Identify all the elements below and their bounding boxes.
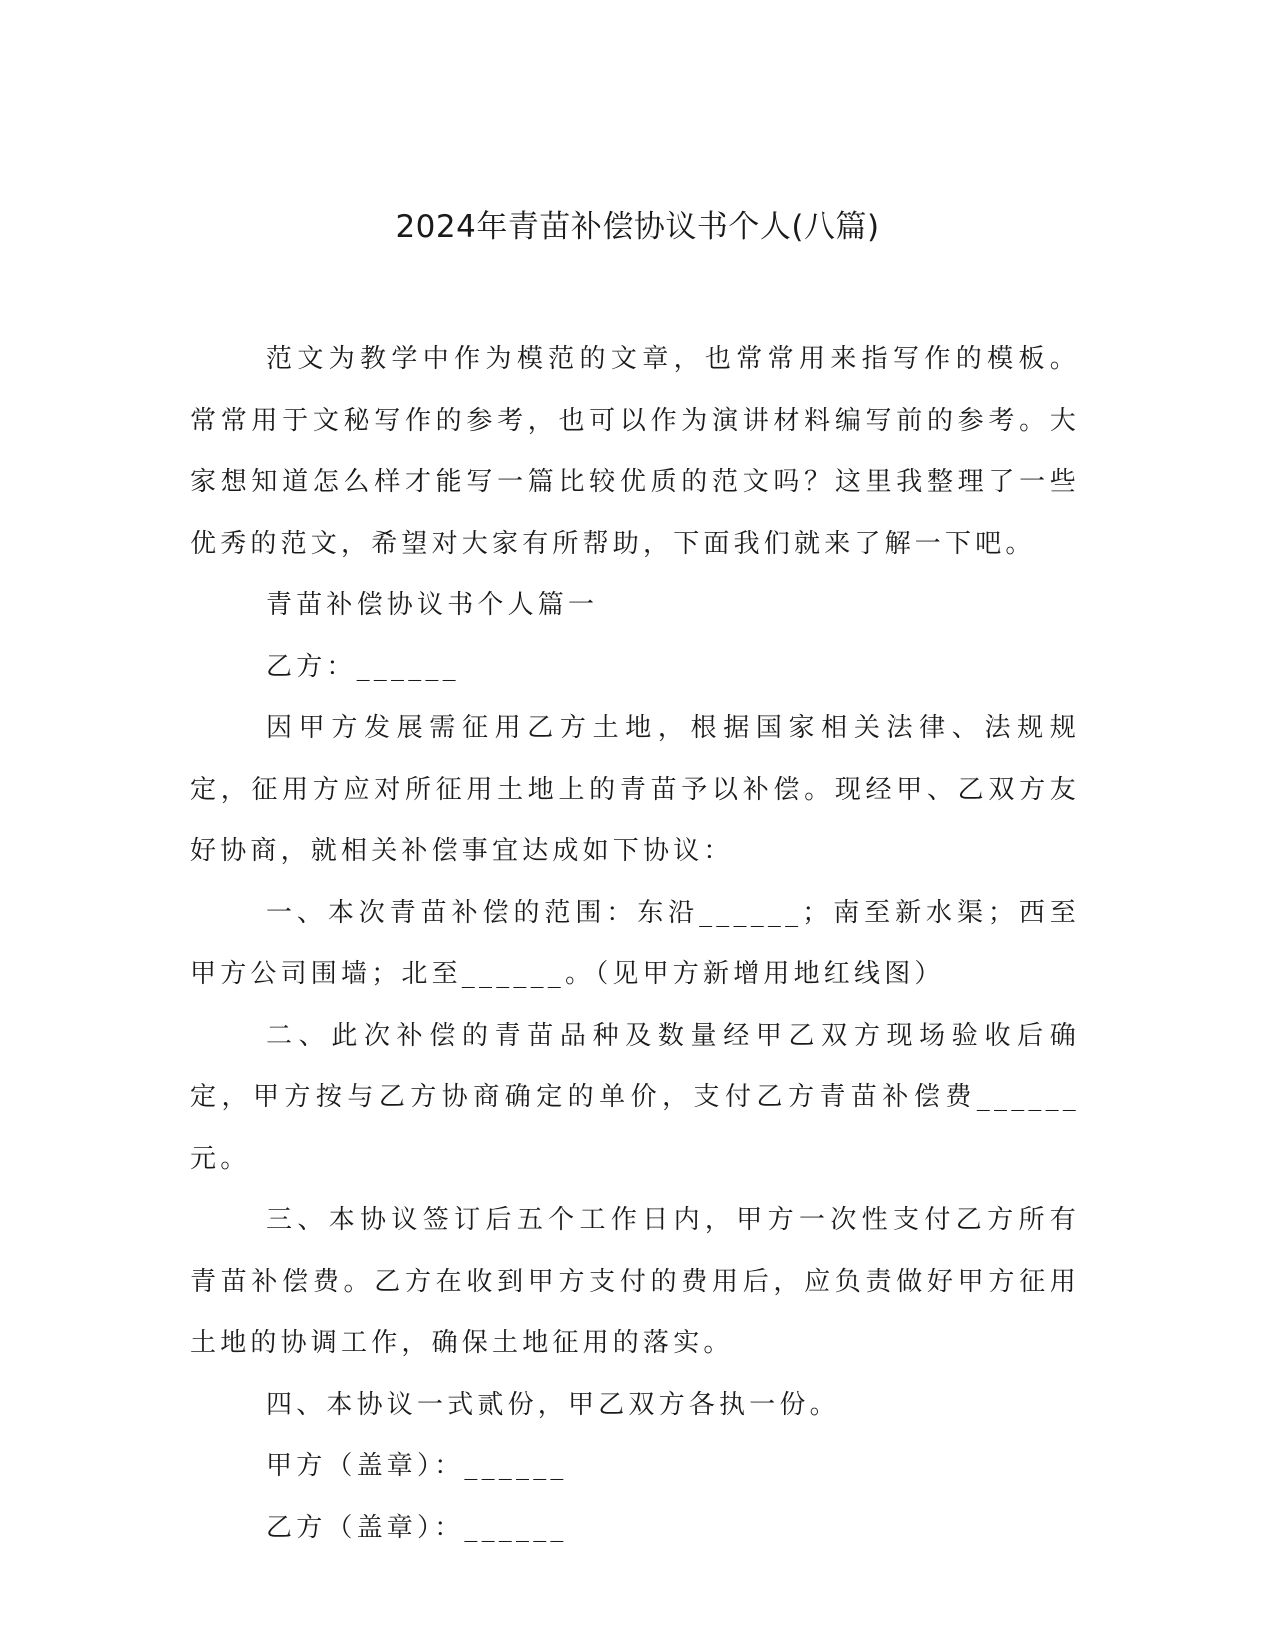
document-body <box>190 329 1080 1559</box>
signature-party-b: 乙方（盖章）：______ <box>266 1512 568 1543</box>
clause-3: 三、本协议签订后五个工作日内，甲方一次性支付乙方所有青苗补偿费。乙方在收到甲方支付的费用后，应负责做好甲方征用土地的协调工作，确保土地征用的落实。 <box>190 1205 1080 1358</box>
intro-paragraph: 范文为教学中作为模范的文章，也常常用来指写作的模板。常常用于文秘写作的参考，也可以作为演讲材料编写前的参考。大家想知道怎么样才能写一篇比较优质的范文吗？这里我整理了一些优秀的范文，希望对大家有所帮助，下面我们就来了解一下吧。 <box>190 344 1080 559</box>
clause-2: 二、此次补偿的青苗品种及数量经甲乙双方现场验收后确定，甲方按与乙方协商确定的单价，支付乙方青苗补偿费______元。 <box>190 1020 1080 1174</box>
preamble-paragraph: 因甲方发展需征用乙方土地，根据国家相关法律、法规规定，征用方应对所征用土地上的青苗予以补偿。现经甲、乙双方友好协商，就相关补偿事宜达成如下协议： <box>190 713 1080 866</box>
party-b-line: 乙方：______ <box>266 651 460 682</box>
clause-4: 四、本协议一式贰份，甲乙双方各执一份。 <box>266 1389 840 1420</box>
signature-party-a: 甲方（盖章）：______ <box>266 1451 568 1481</box>
clause-1: 一、本次青苗补偿的范围：东沿______；南至新水渠；西至甲方公司围墙；北至______。（见甲方新增用地红线图） <box>190 897 1080 989</box>
page-title: 2024年青苗补偿协议书个人(八篇) <box>395 209 880 245</box>
section-heading: 青苗补偿协议书个人篇一 <box>266 590 599 620</box>
